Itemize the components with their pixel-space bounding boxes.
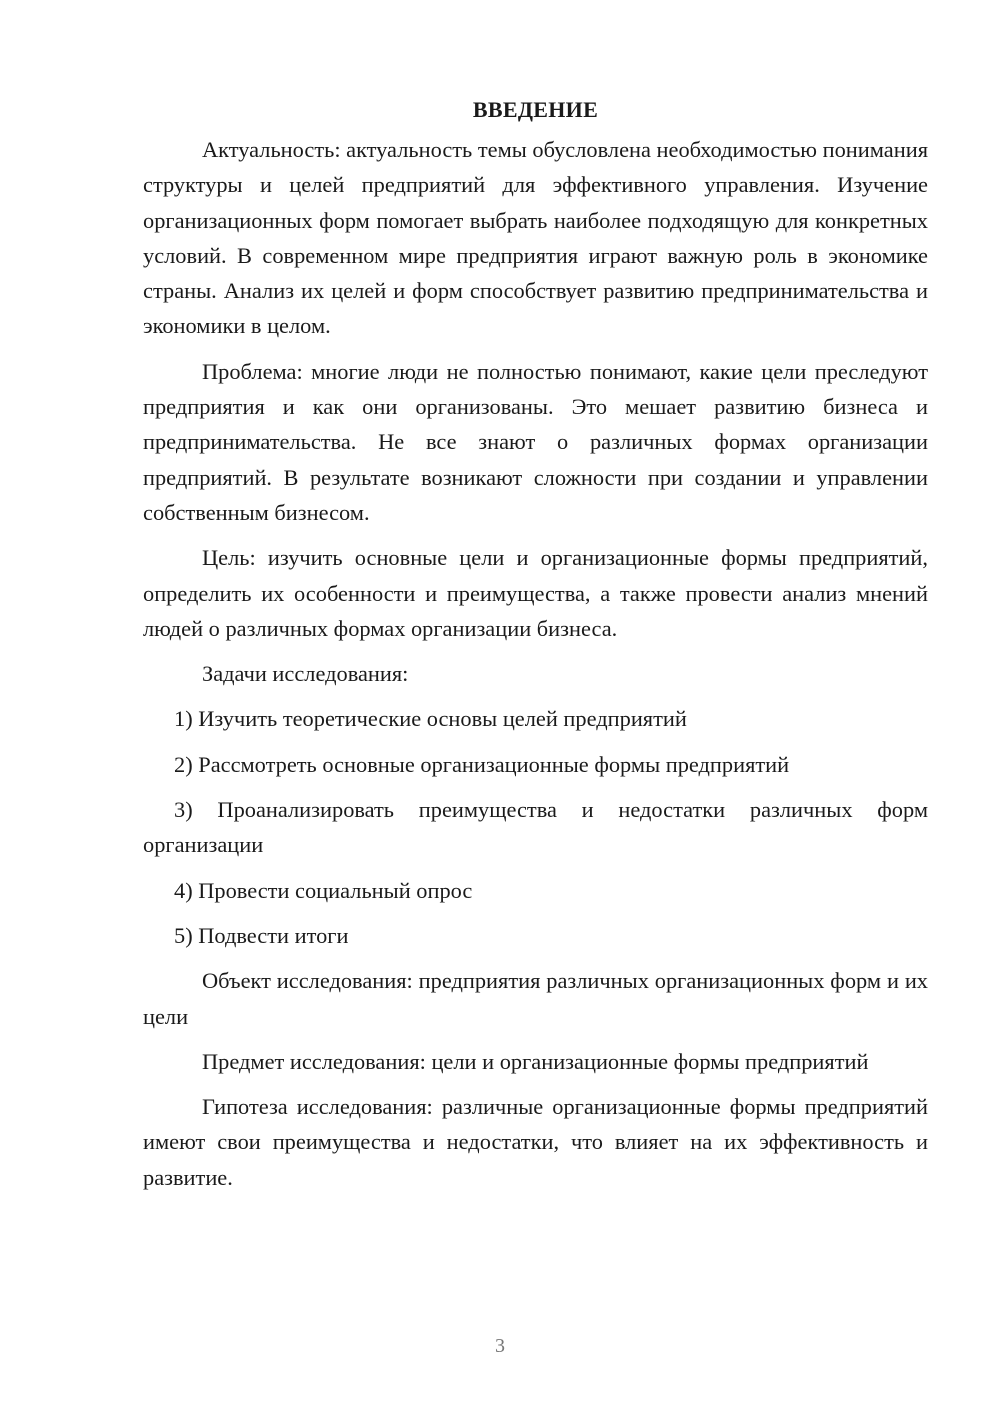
- relevance-paragraph: Актуальность: актуальность темы обусловлена необходимостью понимания структуры и целей предприятий для эффективного управления. Изучение организационных форм помогает выбрать наиболее подходящую для конкретных условий. В современном мире предприятия играют важную роль в экономике страны. Анализ их целей и форм способствует развитию предпринимательства и экономики в целом.: [143, 137, 928, 339]
- task-item-1: 1) Изучить теоретические основы целей предприятий: [174, 706, 687, 732]
- subject-paragraph: Предмет исследования: цели и организационные формы предприятий: [202, 1048, 869, 1074]
- task-item-4: 4) Провести социальный опрос: [174, 877, 473, 903]
- page-number: 3: [495, 1335, 505, 1357]
- object-paragraph: Объект исследования: предприятия различных организационных форм и их цели: [143, 968, 928, 1029]
- problem-paragraph: Проблема: многие люди не полностью понимают, какие цели преследуют предприятия и как они организованы. Это мешает развитию бизнеса и предпринимательства. Не все знают о различных формах организации предприятий. В результате возникают сложности при создании и управлении собственным бизнесом.: [143, 358, 928, 525]
- goal-paragraph: Цель: изучить основные цели и организационные формы предприятий, определить их особенности и преимущества, а также провести анализ мнений людей о различных формах организации бизнеса.: [143, 545, 928, 641]
- section-title: ВВЕДЕНИЕ: [472, 97, 599, 122]
- document-page: [143, 96, 928, 1205]
- task-item-2: 2) Рассмотреть основные организационные формы предприятий: [174, 751, 790, 777]
- tasks-heading: Задачи исследования:: [202, 661, 409, 687]
- hypothesis-paragraph: Гипотеза исследования: различные организационные формы предприятий имеют свои преимущества и недостатки, что влияет на их эффективность и развитие.: [143, 1094, 928, 1190]
- task-item-5: 5) Подвести итоги: [174, 922, 349, 948]
- task-item-3: 3) Проанализировать преимущества и недостатки различных форм организации: [143, 797, 928, 858]
